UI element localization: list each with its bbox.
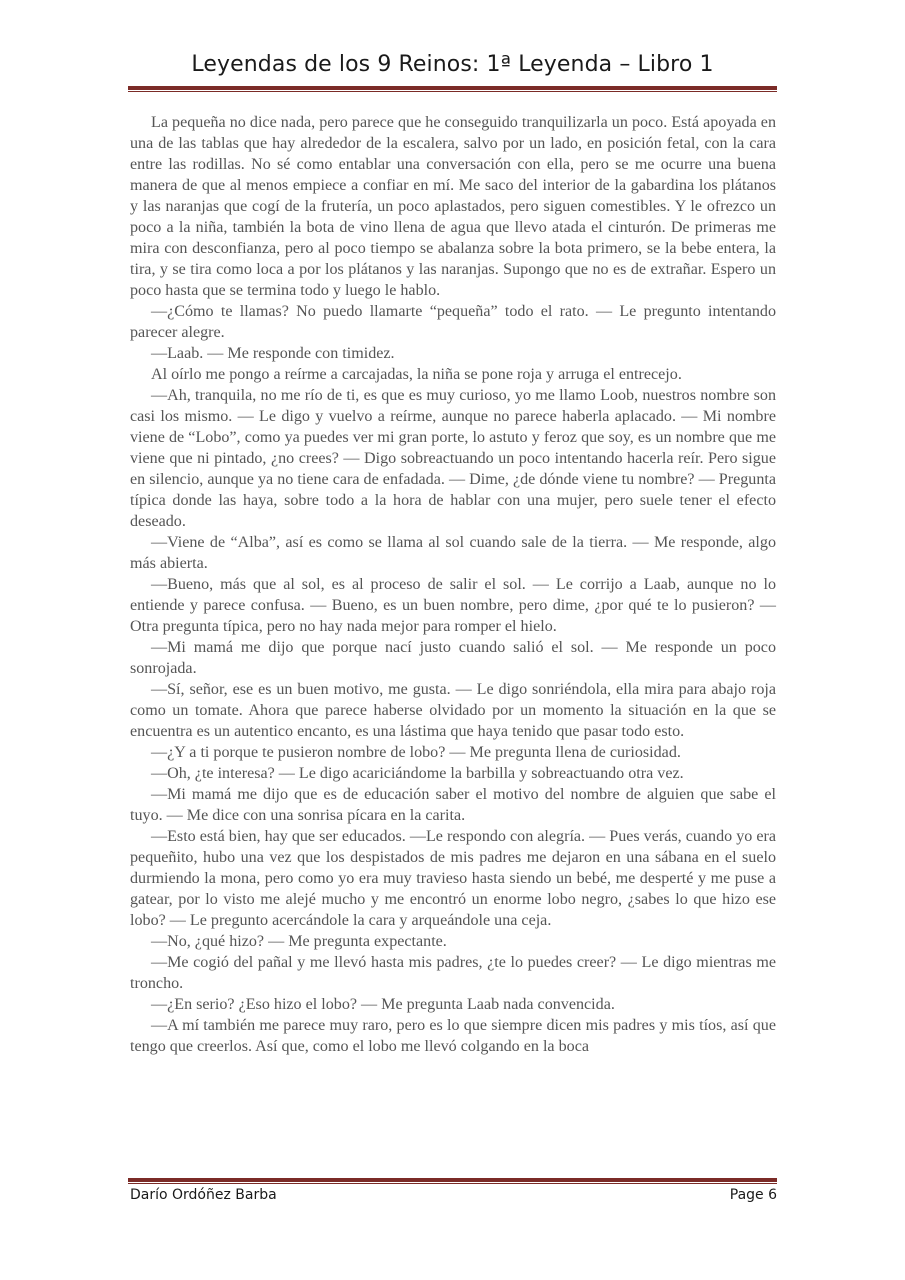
running-header-title: Leyendas de los 9 Reinos: 1ª Leyenda – Libro 1 (191, 52, 714, 77)
paragraph: —¿En serio? ¿Eso hizo el lobo? — Me pregunta Laab nada convencida. (151, 996, 615, 1013)
footer-rule (128, 1178, 777, 1184)
paragraph: —Me cogió del pañal y me llevó hasta mis padres, ¿te lo puedes creer? — Le digo mientras me troncho. (130, 954, 776, 992)
paragraph: —Sí, señor, ese es un buen motivo, me gusta. — Le digo sonriéndola, ella mira para abajo roja como un tomate. Ahora que parece haberse olvidado por un momento la situación en la que se encuentra es un autentico encanto, es una lástima que haya tenido que pasar todo esto. (130, 681, 776, 740)
paragraph: —¿Cómo te llamas? No puedo llamarte “pequeña” todo el rato. — Le pregunto intentando parecer alegre. (130, 303, 776, 341)
paragraph: —Laab. — Me responde con timidez. (151, 345, 395, 362)
paragraph: —Esto está bien, hay que ser educados. —Le respondo con alegría. — Pues verás, cuando yo era pequeñito, hubo una vez que los despistados de mis padres me dejaron en una sábana en el suelo durmiendo la mona, pero como yo era muy travieso hasta siendo un bebé, me desperté y me puse a gatear, por lo visto me alejé mucho y me encontró un enorme lobo negro, ¿sabes lo que hizo ese lobo? — Le pregunto acercándole la cara y arqueándole una ceja. (130, 828, 776, 929)
paragraph: —Bueno, más que al sol, es al proceso de salir el sol. — Le corrijo a Laab, aunque no lo entiende y parece confusa. — Bueno, es un buen nombre, pero dime, ¿por qué te lo pusieron? — Otra pregunta típica, pero no hay nada mejor para romper el hielo. (130, 576, 776, 635)
paragraph: —Mi mamá me dijo que es de educación saber el motivo del nombre de alguien que sabe el tuyo. — Me dice con una sonrisa pícara en la carita. (130, 786, 776, 824)
paragraph: —A mí también me parece muy raro, pero es lo que siempre dicen mis padres y mis tíos, así que tengo que creerlos. Así que, como el lobo me llevó colgando en la boca (130, 1017, 776, 1055)
paragraph: —Ah, tranquila, no me río de ti, es que es muy curioso, yo me llamo Loob, nuestros nombre son casi los mismo. — Le digo y vuelvo a reírme, aunque no parece haberla aplacado. — Mi nombre viene de “Lobo”, como ya puedes ver mi gran porte, lo astuto y feroz que soy, es un nombre que me viene que ni pintado, ¿no crees? — Digo sobreactuando un poco intentando hacerla reír. Pero sigue en silencio, aunque ya no tiene cara de enfadada. — Dime, ¿de dónde viene tu nombre? — Pregunta típica donde las haya, sobre todo a la hora de hablar con una mujer, pero suele tener el efecto deseado. (130, 387, 776, 530)
body-text (130, 112, 776, 1057)
footer-author: Darío Ordóñez Barba (130, 1187, 277, 1203)
header-rule (128, 86, 777, 92)
paragraph: —¿Y a ti porque te pusieron nombre de lobo? — Me pregunta llena de curiosidad. (151, 744, 681, 761)
paragraph: —Mi mamá me dijo que porque nací justo cuando salió el sol. — Me responde un poco sonrojada. (130, 639, 776, 677)
paragraph: —Oh, ¿te interesa? — Le digo acariciándome la barbilla y sobreactuando otra vez. (151, 765, 684, 782)
paragraph: —Viene de “Alba”, así es como se llama al sol cuando sale de la tierra. — Me responde, algo más abierta. (130, 534, 776, 572)
paragraph: La pequeña no dice nada, pero parece que he conseguido tranquilizarla un poco. Está apoyada en una de las tablas que hay alrededor de la escalera, salvo por un lado, en posición fetal, con la cara entre las rodillas. No sé como entablar una conversación con ella, pero se me ocurre una buena manera de que al menos empiece a confiar en mí. Me saco del interior de la gabardina los plátanos y las naranjas que cogí de la frutería, un poco aplastados, pero siguen comestibles. Y le ofrezco un poco a la niña, también la bota de vino llena de agua que llevo atada el cinturón. De primeras me mira con desconfianza, pero al poco tiempo se abalanza sobre la bota primero, se la bebe entera, la tira, y se tira como loca a por los plátanos y las naranjas. Supongo que no es de extrañar. Espero un poco hasta que se termina todo y luego le hablo. (130, 114, 776, 299)
paragraph: —No, ¿qué hizo? — Me pregunta expectante. (151, 933, 447, 950)
paragraph: Al oírlo me pongo a reírme a carcajadas, la niña se pone roja y arruga el entrecejo. (151, 366, 682, 383)
footer-page-number: Page 6 (729, 1187, 777, 1203)
